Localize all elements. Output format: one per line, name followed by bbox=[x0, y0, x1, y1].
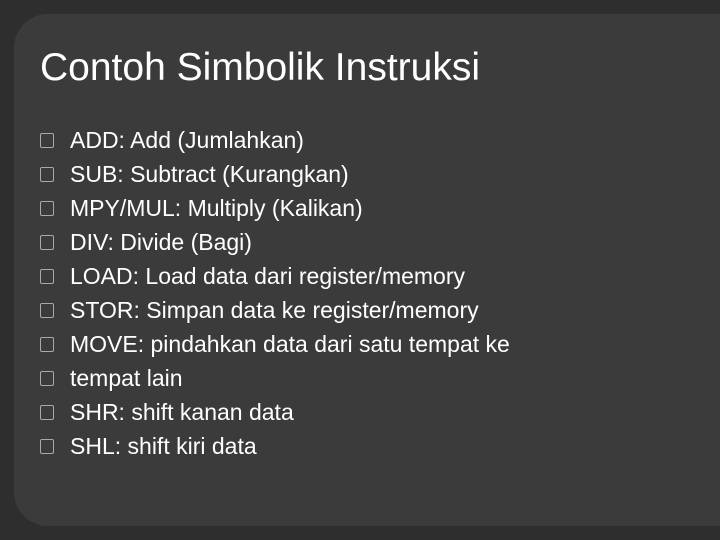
bullet-item bbox=[40, 191, 510, 225]
square-bullet-icon bbox=[40, 337, 54, 352]
bullet-item bbox=[40, 395, 510, 429]
square-bullet-icon bbox=[40, 133, 54, 148]
square-bullet-icon bbox=[40, 303, 54, 318]
square-bullet-icon bbox=[40, 439, 54, 454]
square-bullet-icon bbox=[40, 269, 54, 284]
bullet-text: DIV: Divide (Bagi) bbox=[70, 229, 252, 255]
bullet-text: ADD: Add (Jumlahkan) bbox=[70, 127, 304, 153]
bullet-item bbox=[40, 123, 510, 157]
bullet-text: tempat lain bbox=[70, 365, 183, 391]
bullet-text: MOVE: pindahkan data dari satu tempat ke bbox=[70, 331, 510, 357]
bullet-text: SUB: Subtract (Kurangkan) bbox=[70, 161, 349, 187]
bullet-text: MPY/MUL: Multiply (Kalikan) bbox=[70, 195, 363, 221]
bullet-item bbox=[40, 157, 510, 191]
bullet-text: SHR: shift kanan data bbox=[70, 399, 294, 425]
bullet-text: LOAD: Load data dari register/memory bbox=[70, 263, 466, 289]
square-bullet-icon bbox=[40, 235, 54, 250]
bullet-item bbox=[40, 225, 510, 259]
square-bullet-icon bbox=[40, 201, 54, 216]
bullet-item bbox=[40, 361, 510, 395]
square-bullet-icon bbox=[40, 167, 54, 182]
bullet-item bbox=[40, 259, 510, 293]
bullet-item bbox=[40, 327, 510, 361]
bullet-text: SHL: shift kiri data bbox=[70, 433, 257, 459]
bullet-item bbox=[40, 293, 510, 327]
slide-title: Contoh Simbolik Instruksi bbox=[40, 46, 481, 89]
bullet-text: STOR: Simpan data ke register/memory bbox=[70, 297, 479, 323]
bullet-list bbox=[40, 123, 510, 463]
bullet-item bbox=[40, 429, 510, 463]
square-bullet-icon bbox=[40, 405, 54, 420]
square-bullet-icon bbox=[40, 371, 54, 386]
